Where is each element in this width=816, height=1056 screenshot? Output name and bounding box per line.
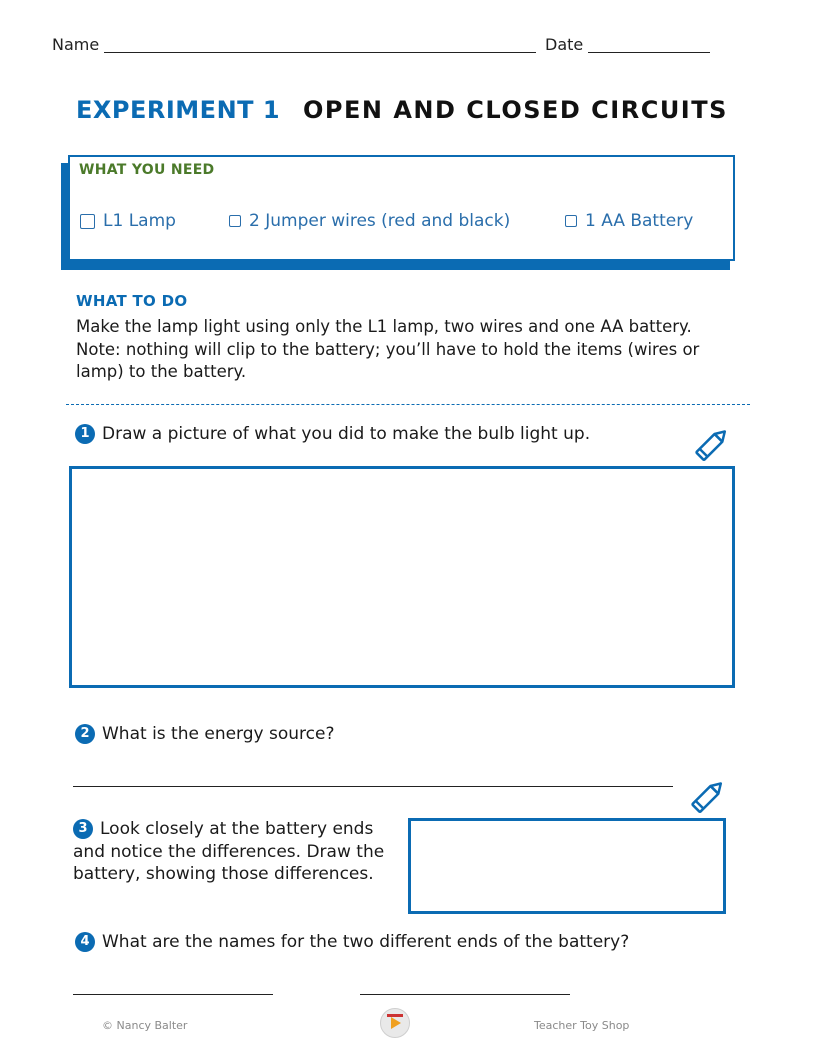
question-number: 4 [75, 932, 95, 952]
need-item-label: 2 Jumper wires (red and black) [249, 211, 511, 231]
need-heading: WHAT YOU NEED [79, 162, 215, 178]
pencil-icon [688, 424, 734, 468]
drawing-area-circuit[interactable] [69, 466, 735, 688]
teacher-toy-shop-logo [380, 1008, 410, 1038]
need-item-battery[interactable] [565, 211, 693, 231]
page-title: OPEN AND CLOSED CIRCUITS [303, 96, 728, 124]
logo-icon [381, 1009, 409, 1037]
section-divider [66, 404, 750, 405]
answer-line-energy-source[interactable] [73, 786, 673, 787]
checkbox-icon[interactable] [80, 214, 95, 229]
question-number: 2 [75, 724, 95, 744]
footer-copyright: © Nancy Balter [102, 1019, 188, 1032]
drawing-area-battery[interactable] [408, 818, 726, 914]
checkbox-icon[interactable] [229, 215, 241, 227]
answer-line-end-2[interactable] [360, 994, 570, 995]
pencil-icon [684, 776, 730, 820]
question-text: What is the energy source? [102, 724, 335, 744]
question-1 [75, 424, 590, 444]
answer-line-end-1[interactable] [73, 994, 273, 995]
date-field[interactable] [588, 52, 710, 53]
question-4 [75, 932, 629, 952]
question-text: What are the names for the two different ends of the battery? [102, 932, 630, 952]
experiment-number: EXPERIMENT 1 [76, 96, 281, 124]
todo-heading: WHAT TO DO [76, 292, 188, 310]
question-text: Look closely at the battery ends and notice the differences. Draw the battery, showing those differences. [73, 819, 385, 884]
question-number: 1 [75, 424, 95, 444]
question-text: Draw a picture of what you did to make the bulb light up. [102, 424, 591, 444]
need-item-label: 1 AA Battery [585, 211, 694, 231]
todo-instructions: Make the lamp light using only the L1 lamp, two wires and one AA battery. Note: nothing will clip to the battery; you’ll have to hold the items (wires or lamp) to the battery. [76, 317, 700, 381]
need-item-wires[interactable] [229, 211, 510, 231]
question-3 [73, 818, 403, 886]
footer-brand: Teacher Toy Shop [534, 1019, 630, 1032]
need-item-lamp[interactable] [80, 211, 176, 231]
checkbox-icon[interactable] [565, 215, 577, 227]
date-label: Date [545, 35, 584, 54]
name-field[interactable] [104, 52, 536, 53]
question-2 [75, 724, 334, 744]
name-label: Name [52, 35, 100, 54]
question-number: 3 [73, 819, 93, 839]
need-item-label: L1 Lamp [103, 211, 176, 231]
